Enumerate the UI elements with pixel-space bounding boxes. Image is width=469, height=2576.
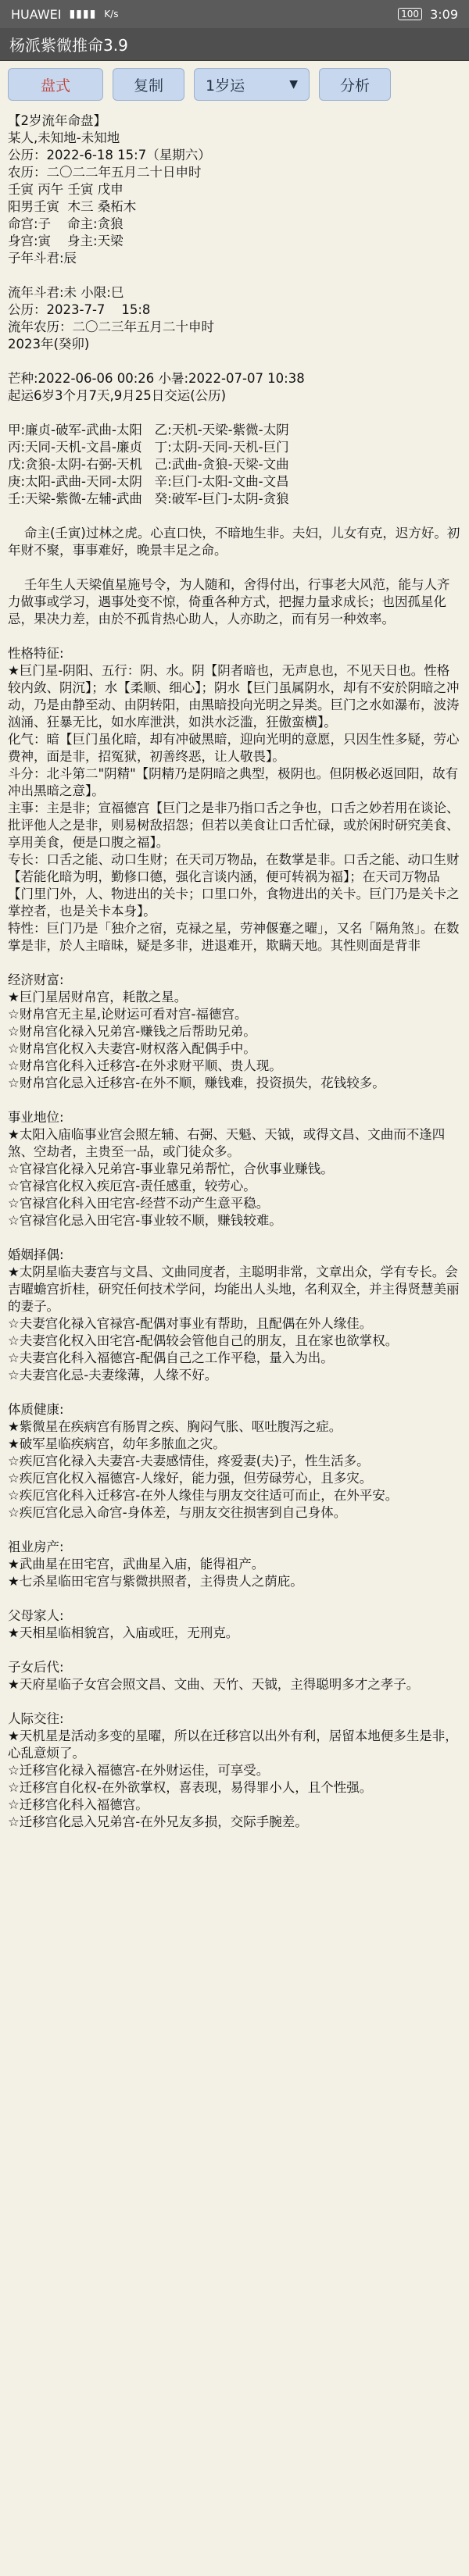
text-line: 农历：二〇二二年五月二十日申时 — [8, 165, 202, 180]
period-select-value: 1岁运 — [206, 77, 245, 95]
text-line: 公历：2023-7-7 15:8 — [8, 302, 151, 317]
text-line: 庚:太阳-武曲-天同-太阴 辛:巨门-太阳-文曲-文昌 — [8, 474, 289, 489]
text-line: ☆夫妻宫化忌-夫妻缘薄，人缘不好。 — [8, 1368, 218, 1383]
blank-line — [8, 1642, 461, 1659]
text-line: ★太阴星临夫妻宫与文昌、文曲同度者，主聪明非常，文章出众，学有专长。会吉曜蟾宫折桂，研究任何技术学问，均能出人头地，名利双全，并主得贤慧美丽的妻子。 — [8, 1265, 460, 1314]
text-line: ☆疾厄宫化科入迁移宫-在外人缘佳与朋友交往适可而止，在外平安。 — [8, 1488, 399, 1503]
text-line: 主事：主是非；宣福德宫【巨门之是非乃指口舌之争也，口舌之妙若用在谈论、批评他人之是非，则易树敌招怨；但若以美食让口舌忙碌，或於闲时研究美食、享用美食，便是口腹之福】。 — [8, 801, 460, 850]
blank-line — [8, 508, 461, 525]
chart-style-button[interactable] — [8, 68, 103, 101]
text-line: 某人,未知地-未知地 — [8, 130, 120, 145]
text-line: ☆财帛宫化科入迁移宫-在外求财平顺、贵人现。 — [8, 1058, 282, 1073]
text-line: ★太阳入庙临事业宫会照左辅、右弼、天魁、天钺，或得文昌、文曲而不逢四煞、空劫者，主贵至一品，或门徒众多。 — [8, 1127, 446, 1159]
text-line: 斗分：北斗第二"阴精"【阴精乃是阴暗之典型，极阴也。但阴极必返回阳，故有冲出黑暗之意】。 — [8, 766, 459, 798]
text-line: ☆疾厄宫化忌入命宫-身体差，与朋友交往损害到自己身体。 — [8, 1505, 347, 1520]
text-line: 子年斗君:辰 — [8, 251, 77, 266]
text-line: 壬年生人天梁值星施号令，为人随和，舍得付出，行事老大风范，能与人齐力做事或学习，遇事处变不惊，倚重各种方式，把握力量求成长；也因孤星化忌，果决力差，由於不孤肯热心助人，人亦助之，而有另一种效率。 — [8, 577, 450, 626]
text-line: 婚姻择偶: — [8, 1247, 64, 1262]
text-line: 经济财富: — [8, 972, 64, 987]
text-line: ☆官禄宫化忌入田宅宫-事业较不顺，赚钱较难。 — [8, 1213, 282, 1228]
blank-line — [8, 1384, 461, 1401]
text-line: 戊:贪狼-太阴-右弼-天机 己:武曲-贪狼-天梁-文曲 — [8, 457, 289, 472]
period-select[interactable] — [194, 68, 310, 101]
text-line: ★天府星临子女宫会照文昌、文曲、天竹、天钺，主得聪明多才之孝子。 — [8, 1677, 420, 1692]
text-line: ☆疾厄宫化权入福德宫-人缘好，能力强，但劳碌劳心，且多灾。 — [8, 1471, 373, 1486]
text-line: 体质健康: — [8, 1402, 64, 1417]
text-line: ☆官禄宫化科入田宅宫-经营不动产生意平稳。 — [8, 1196, 270, 1211]
status-left — [11, 7, 118, 22]
blank-line — [8, 1693, 461, 1711]
text-line: 子女后代: — [8, 1660, 64, 1675]
app-title-bar — [0, 28, 469, 61]
text-line: ★巨门星-阴阳、五行：阴、水。阴【阴者暗也，无声息也，不见天日也。性格较内敛、阴沉】；水【柔顺、细心】；阴水【巨门虽属阴水，却有不安於阴暗之冲动，乃是由静至动、由阴转阳，由黑暗投向光明之异类。巨门之水如瀑布，波涛汹涌、狂暴无比，如水库泄洪，如洪水泛滥，狂傲蛮横】。 — [8, 663, 460, 730]
blank-line — [8, 1092, 461, 1109]
text-line: 2023年(癸卯) — [8, 337, 90, 351]
signal-icon: ▮▮▮▮ — [69, 8, 97, 20]
clock: 3:09 — [430, 6, 458, 22]
text-line: ★破军星临疾病宫，幼年多脓血之灾。 — [8, 1436, 226, 1451]
blank-line — [8, 1522, 461, 1539]
text-line: ★巨门星居财帛宫，耗散之星。 — [8, 990, 188, 1004]
analyze-label: 分析 — [339, 77, 370, 95]
analyze-button[interactable] — [319, 68, 391, 101]
status-right — [398, 7, 458, 22]
dropdown-caret-icon: ▼ — [289, 78, 298, 91]
text-line: 祖业房产: — [8, 1540, 64, 1554]
network-speed: K/s — [104, 9, 119, 20]
text-line: ★紫微星在疾病宫有肠胃之疾、胸闷气胀、呕吐腹泻之症。 — [8, 1419, 342, 1434]
status-bar — [0, 0, 469, 28]
text-line: 流年农历：二〇二三年五月二十申时 — [8, 319, 214, 334]
copy-button[interactable] — [113, 68, 184, 101]
copy-label: 复制 — [133, 77, 163, 95]
blank-line — [8, 628, 461, 645]
text-line: 甲:廉贞-破军-武曲-太阳 乙:天机-天梁-紫微-太阴 — [8, 423, 289, 437]
text-line: 人际交往: — [8, 1711, 64, 1726]
blank-line — [8, 559, 461, 576]
chart-style-label: 盘式 — [40, 77, 70, 95]
text-line: ☆迁移宫化禄入福德宫-在外财运佳，可享受。 — [8, 1763, 270, 1778]
blank-line — [8, 954, 461, 972]
text-line: 化气：暗【巨门虽化暗，却有冲破黑暗，迎向光明的意愿，只因生性多疑，劳心费神，面是非，招冤狱，初善终恶，让人敬畏】。 — [8, 732, 460, 764]
text-line: 公历：2022-6-18 15:7（星期六） — [8, 148, 211, 162]
text-line: ☆财帛宫化禄入兄弟宫-赚钱之后帮助兄弟。 — [8, 1024, 256, 1039]
text-line: 丙:天同-天机-文昌-廉贞 丁:太阴-天同-天机-巨门 — [8, 440, 289, 455]
text-line: ☆财帛宫化忌入迁移宫-在外不顺，赚钱难，投资损失，花钱较多。 — [8, 1076, 385, 1090]
text-line: 性格特征: — [8, 646, 64, 661]
toolbar — [0, 61, 469, 108]
text-line: 芒种:2022-06-06 00:26 小暑:2022-07-07 10:38 — [8, 371, 305, 386]
text-line: ★天机星是活动多变的星曜，所以在迁移宫以出外有利，居留本地便多生是非，心乱意烦了。 — [8, 1729, 458, 1761]
blank-line — [8, 267, 461, 284]
text-line: ★七杀星临田宅宫与紫微拱照者，主得贵人之荫庇。 — [8, 1574, 303, 1589]
carrier-label: HUAWEI — [11, 6, 62, 22]
text-line: 命宫:子 命主:贪狼 — [8, 216, 124, 231]
text-line: ★天相星临相貌宫，入庙或旺，无刑克。 — [8, 1625, 239, 1640]
text-line: 事业地位: — [8, 1110, 64, 1125]
text-line: ☆迁移宫化忌入兄弟宫-在外兄友多损，交际手腕差。 — [8, 1814, 308, 1829]
blank-line — [8, 353, 461, 370]
text-line: 流年斗君:未 小限:巳 — [8, 285, 124, 300]
blank-line — [8, 1590, 461, 1607]
text-line: ☆官禄宫化权入疾厄宫-责任感重，较劳心。 — [8, 1179, 256, 1193]
text-line: 【2岁流年命盘】 — [8, 113, 106, 128]
text-line: 身宫:寅 身主:天梁 — [8, 234, 124, 248]
blank-line — [8, 405, 461, 422]
text-line: ☆官禄宫化禄入兄弟宫-事业靠兄弟帮忙，合伙事业赚钱。 — [8, 1161, 334, 1176]
text-line: ☆财帛宫无主星,论财运可看对宫-福德宫。 — [8, 1007, 248, 1022]
text-line: 壬:天梁-紫微-左辅-武曲 癸:破军-巨门-太阴-贪狼 — [8, 491, 289, 506]
text-line: 起运6岁3个月7天,9月25日交运(公历) — [8, 388, 227, 403]
blank-line — [8, 1229, 461, 1247]
text-line: ☆迁移宫自化权-在外欲掌权，喜表现，易得罪小人，且个性强。 — [8, 1780, 373, 1795]
text-line: ☆财帛宫化权入夫妻宫-财权落入配偶手中。 — [8, 1041, 256, 1056]
text-line: ☆夫妻宫化禄入官禄宫-配偶对事业有帮助，且配偶在外人缘佳。 — [8, 1316, 373, 1331]
text-line: 父母家人: — [8, 1608, 64, 1623]
text-line: 壬寅 丙午 壬寅 戊申 — [8, 182, 124, 197]
text-line: ☆夫妻宫化权入田宅宫-配偶较会管他自己的朋友，且在家也欲掌权。 — [8, 1333, 399, 1348]
text-line: 命主(壬寅)过林之虎。心直口快，不暗地生非。夫妇，儿女有克，迟方好。初年财不聚，事事难好，晚景丰足之命。 — [8, 526, 460, 558]
text-line: ★武曲星在田宅宫，武曲星入庙，能得祖产。 — [8, 1557, 265, 1572]
text-line: 阳男壬寅 木三 桑柘木 — [8, 199, 137, 214]
text-line: ☆夫妻宫化科入福德宫-配偶自己之工作平稳，量入为出。 — [8, 1350, 334, 1365]
text-line: 特性：巨门乃是「独介之宿，克禄之星，劳神偃蹇之曜」，又名「隔角煞」。在数掌是非，於人主暗昧，疑是多非，进退难开，欺瞒天地。其性则面是背非 — [8, 921, 460, 953]
battery-icon: 100 — [398, 8, 422, 20]
text-line: ☆疾厄宫化禄入夫妻宫-夫妻感情佳，疼爱妻(夫)子，性生活多。 — [8, 1454, 370, 1468]
analysis-text-area[interactable] — [0, 108, 469, 2576]
app-title: 杨派紫微推命3.9 — [9, 36, 128, 55]
text-line: 专长：口舌之能、动口生财；在天司万物品，在数掌是非。口舌之能、动口生财【若能化暗为明，勤修口德，强化言谈内涵，便可转祸为福】；在天司万物品【门里门外，人、物进出的关卡；口里口外，食物进出的关卡。巨门乃是关卡之掌控者，也是关卡本身】。 — [8, 852, 460, 919]
text-line: ☆迁移宫化科入福德宫。 — [8, 1797, 149, 1812]
